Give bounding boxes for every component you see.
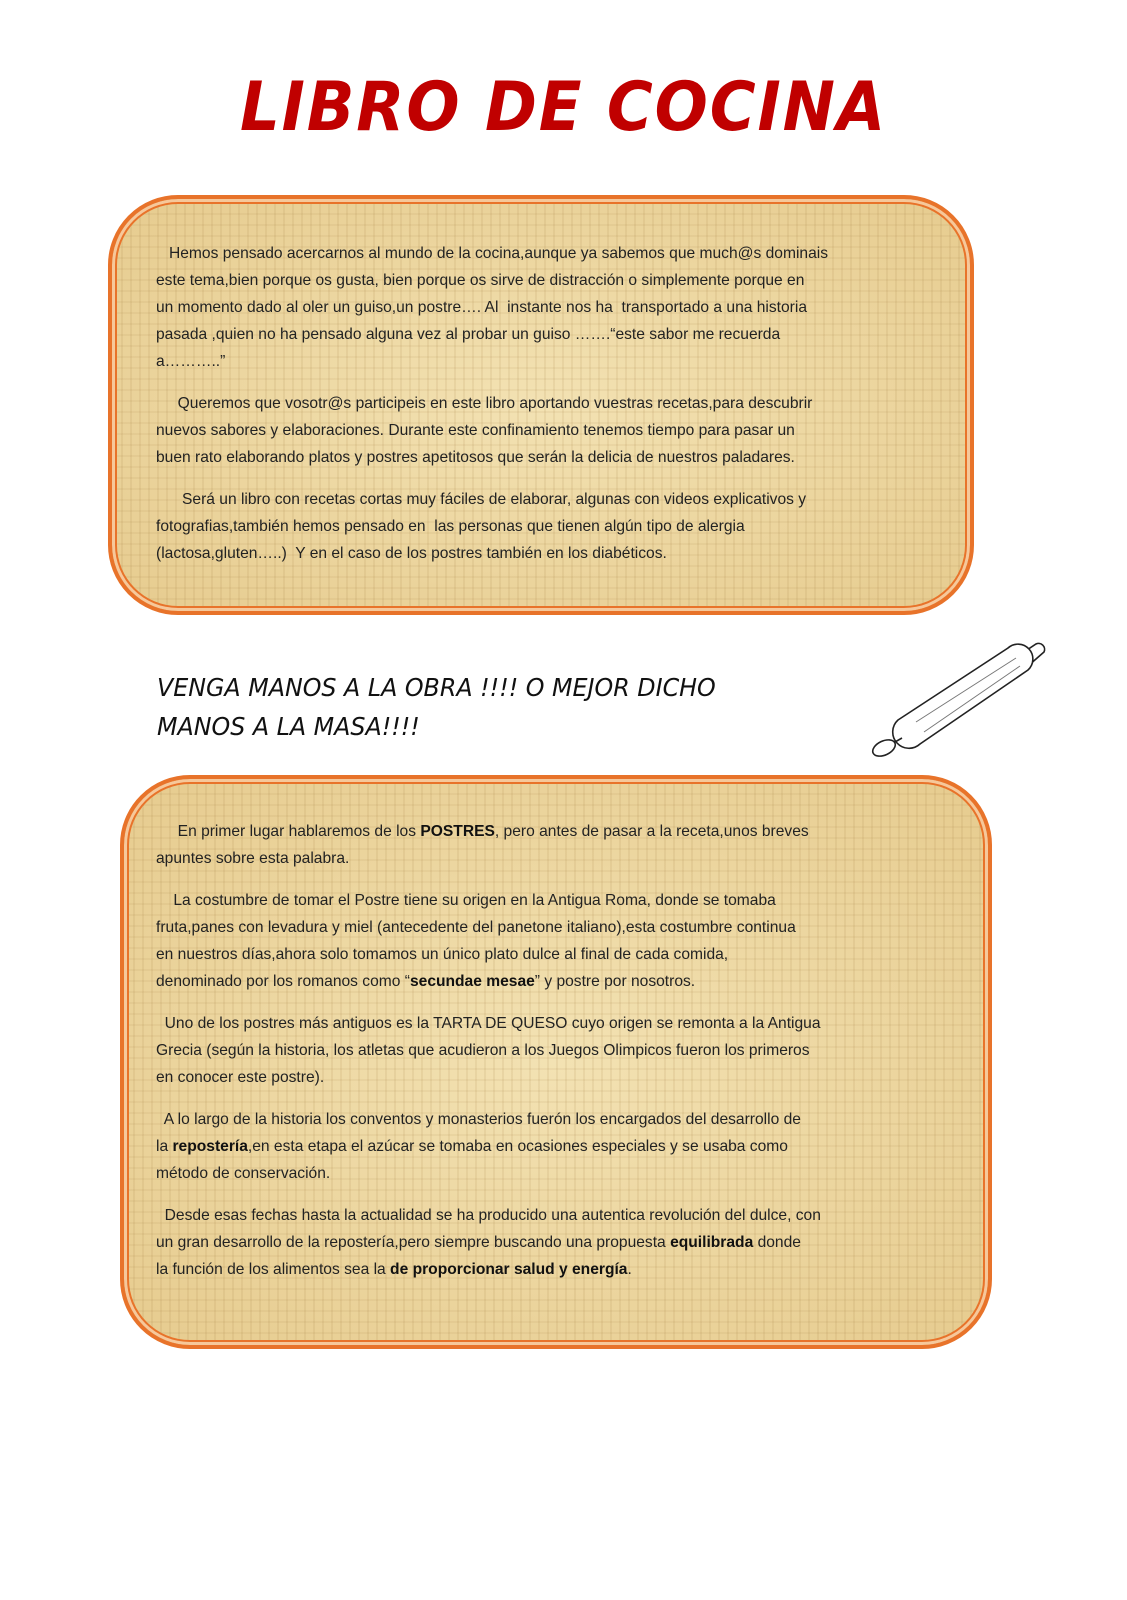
text-line xyxy=(156,321,828,348)
section-heading xyxy=(157,668,716,746)
text-line xyxy=(156,845,821,872)
bold-text: repostería xyxy=(172,1138,248,1155)
text-segment: Desde esas fechas hasta la actualidad se ha producido una autentica revolución del dulce, con xyxy=(156,1207,821,1224)
text-segment: donde xyxy=(753,1234,801,1251)
text-segment: este tema,bien porque os gusta, bien porque os sirve de distracción o simplemente porque en xyxy=(156,272,805,289)
text-line xyxy=(156,887,821,914)
heading-line: MANOS A LA MASA!!!! xyxy=(157,712,420,741)
paragraph xyxy=(156,887,821,995)
text-segment: nuevos sabores y elaboraciones. Durante este confinamiento tenemos tiempo para pasar un xyxy=(156,422,795,439)
bold-text: POSTRES xyxy=(420,823,495,840)
text-line xyxy=(156,941,821,968)
text-segment: , pero antes de pasar a la receta,unos breves xyxy=(494,823,809,840)
intro-text xyxy=(156,240,828,582)
text-segment: Grecia (según la historia, los atletas que acudieron a los Juegos Olimpicos fueron los primeros xyxy=(156,1042,810,1059)
rolling-pin-icon xyxy=(868,636,1048,764)
text-line xyxy=(156,486,828,513)
text-line xyxy=(156,417,828,444)
text-line xyxy=(156,1202,821,1229)
page-title: LIBRO DE COCINA xyxy=(239,68,888,147)
text-segment: En primer lugar hablaremos de los xyxy=(156,823,421,840)
text-segment: fruta,panes con levadura y miel (antecedente del panetone italiano),esta costumbre continua xyxy=(156,919,796,936)
text-segment: método de conservación. xyxy=(156,1165,331,1182)
paragraph xyxy=(156,390,828,471)
text-segment: (lactosa,gluten…..) Y en el caso de los postres también en los diabéticos. xyxy=(156,545,667,562)
text-segment: fotografias,también hemos pensado en las personas que tienen algún tipo de alergia xyxy=(156,518,745,535)
paragraph xyxy=(156,1202,821,1283)
text-line xyxy=(156,1256,821,1283)
paragraph xyxy=(156,1106,821,1187)
text-segment: Hemos pensado acercarnos al mundo de la cocina,aunque ya sabemos que much@s dominais xyxy=(156,245,829,262)
text-segment: Uno de los postres más antiguos es la TARTA DE QUESO cuyo origen se remonta a la Antigua xyxy=(156,1015,821,1032)
text-line xyxy=(156,914,821,941)
bold-text: de proporcionar salud y energía xyxy=(390,1261,628,1278)
text-segment: denominado por los romanos como “ xyxy=(156,973,410,990)
text-line xyxy=(156,267,828,294)
text-segment: pasada ,quien no ha pensado alguna vez al probar un guiso …….“este sabor me recuerda xyxy=(156,326,781,343)
paragraph xyxy=(156,486,828,567)
text-line xyxy=(156,968,821,995)
text-line xyxy=(156,1010,821,1037)
text-segment: A lo largo de la historia los conventos y monasterios fuerón los encargados del desarrollo de xyxy=(156,1111,801,1128)
bold-text: secundae mesae xyxy=(409,973,535,990)
text-segment: a………..” xyxy=(156,353,226,370)
text-line xyxy=(156,390,828,417)
text-segment: en conocer este postre). xyxy=(156,1069,325,1086)
text-line xyxy=(156,1037,821,1064)
text-segment: un gran desarrollo de la repostería,pero siempre buscando una propuesta xyxy=(156,1234,671,1251)
text-line xyxy=(156,1160,821,1187)
text-segment: un momento dado al oler un guiso,un postre…. Al instante nos ha transportado a una historia xyxy=(156,299,808,316)
text-line xyxy=(156,348,828,375)
text-segment: apuntes sobre esta palabra. xyxy=(156,850,350,867)
text-segment: en nuestros días,ahora solo tomamos un único plato dulce al final de cada comida, xyxy=(156,946,729,963)
text-segment: Será un libro con recetas cortas muy fáciles de elaborar, algunas con videos explicativos y xyxy=(156,491,807,508)
text-line xyxy=(156,1106,821,1133)
text-segment: . xyxy=(627,1261,632,1278)
text-line xyxy=(156,444,828,471)
text-line xyxy=(156,1133,821,1160)
text-segment: ,en esta etapa el azúcar se tomaba en ocasiones especiales y se usaba como xyxy=(247,1138,788,1155)
text-segment: Queremos que vosotr@s participeis en este libro aportando vuestras recetas,para descubrir xyxy=(156,395,813,412)
postres-text xyxy=(156,818,821,1298)
text-line xyxy=(156,540,828,567)
text-line xyxy=(156,513,828,540)
text-line xyxy=(156,1064,821,1091)
text-line xyxy=(156,1229,821,1256)
text-segment: La costumbre de tomar el Postre tiene su origen en la Antigua Roma, donde se tomaba xyxy=(156,892,776,909)
heading-line: VENGA MANOS A LA OBRA !!!! O MEJOR DICHO xyxy=(157,673,716,702)
bold-text: equilibrada xyxy=(670,1234,754,1251)
paragraph xyxy=(156,1010,821,1091)
text-line xyxy=(156,240,828,267)
paragraph xyxy=(156,240,828,375)
text-segment: la función de los alimentos sea la xyxy=(156,1261,391,1278)
text-line xyxy=(156,818,821,845)
text-segment: buen rato elaborando platos y postres apetitosos que serán la delicia de nuestros paladares. xyxy=(156,449,795,466)
paragraph xyxy=(156,818,821,872)
text-segment: ” y postre por nosotros. xyxy=(534,973,696,990)
text-line xyxy=(156,294,828,321)
text-segment: la xyxy=(156,1138,173,1155)
